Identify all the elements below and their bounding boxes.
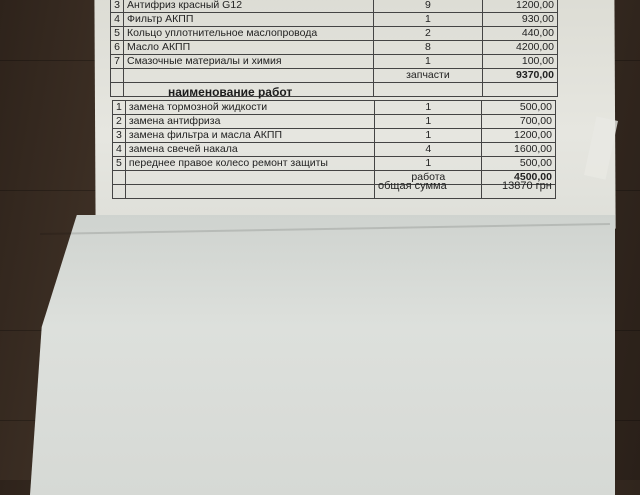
item-price: 4200,00 [483, 41, 558, 55]
item-qty: 1 [373, 13, 483, 27]
row-number: 3 [111, 0, 124, 13]
item-name: Масло АКПП [123, 41, 373, 55]
work-qty: 4 [375, 143, 482, 157]
receipt-lower-part [30, 215, 615, 495]
item-name: Фильтр АКПП [123, 13, 373, 27]
parts-total-row [111, 69, 558, 83]
work-name: замена свечей накала [125, 143, 374, 157]
work-price: 500,00 [482, 101, 556, 115]
table-row [111, 55, 558, 69]
work-price: 500,00 [482, 157, 556, 171]
row-number: 7 [111, 55, 124, 69]
item-name: Смазочные материалы и химия [123, 55, 373, 69]
parts-total-value: 9370,00 [483, 69, 558, 83]
works-total-value: 4500,00 [482, 171, 556, 185]
work-price: 1600,00 [482, 143, 556, 157]
row-number: 5 [113, 157, 126, 171]
parts-table [110, 0, 558, 97]
row-number: 1 [113, 101, 126, 115]
grand-total-label: общая сумма [378, 180, 447, 192]
table-row [113, 157, 556, 171]
item-name: Кольцо уплотнительное маслопровода [123, 27, 373, 41]
table-row [113, 143, 556, 157]
table-row [111, 27, 558, 41]
row-number: 3 [113, 129, 126, 143]
table-row [111, 13, 558, 27]
item-price: 930,00 [483, 13, 558, 27]
item-price: 1200,00 [483, 0, 558, 13]
spacer-row [113, 185, 556, 199]
work-price: 1200,00 [482, 129, 556, 143]
work-name: замена тормозной жидкости [125, 101, 374, 115]
work-qty: 1 [375, 129, 482, 143]
table-row [111, 41, 558, 55]
row-number: 2 [113, 115, 126, 129]
works-section-title: наименование работ [168, 85, 293, 99]
item-qty: 9 [373, 0, 483, 13]
row-number: 5 [111, 27, 124, 41]
grand-total-value: 13870 грн [502, 180, 552, 192]
works-table [112, 100, 556, 199]
works-total-row [113, 171, 556, 185]
work-price: 700,00 [482, 115, 556, 129]
table-row [113, 101, 556, 115]
item-price: 440,00 [483, 27, 558, 41]
work-qty: 1 [375, 157, 482, 171]
table-row [111, 0, 558, 13]
work-name: переднее правое колесо ремонт защиты [125, 157, 374, 171]
work-qty: 1 [375, 115, 482, 129]
item-qty: 2 [373, 27, 483, 41]
work-name: замена антифриза [125, 115, 374, 129]
row-number: 4 [111, 13, 124, 27]
works-total-label: работа [375, 171, 482, 185]
table-row [113, 115, 556, 129]
work-name: замена фильтра и масла АКПП [125, 129, 374, 143]
row-number: 6 [111, 41, 124, 55]
item-name: Антифриз красный G12 [123, 0, 373, 13]
item-price: 100,00 [483, 55, 558, 69]
parts-total-label: запчасти [373, 69, 483, 83]
work-qty: 1 [375, 101, 482, 115]
item-qty: 1 [373, 55, 483, 69]
row-number: 4 [113, 143, 126, 157]
table-row [113, 129, 556, 143]
item-qty: 8 [373, 41, 483, 55]
